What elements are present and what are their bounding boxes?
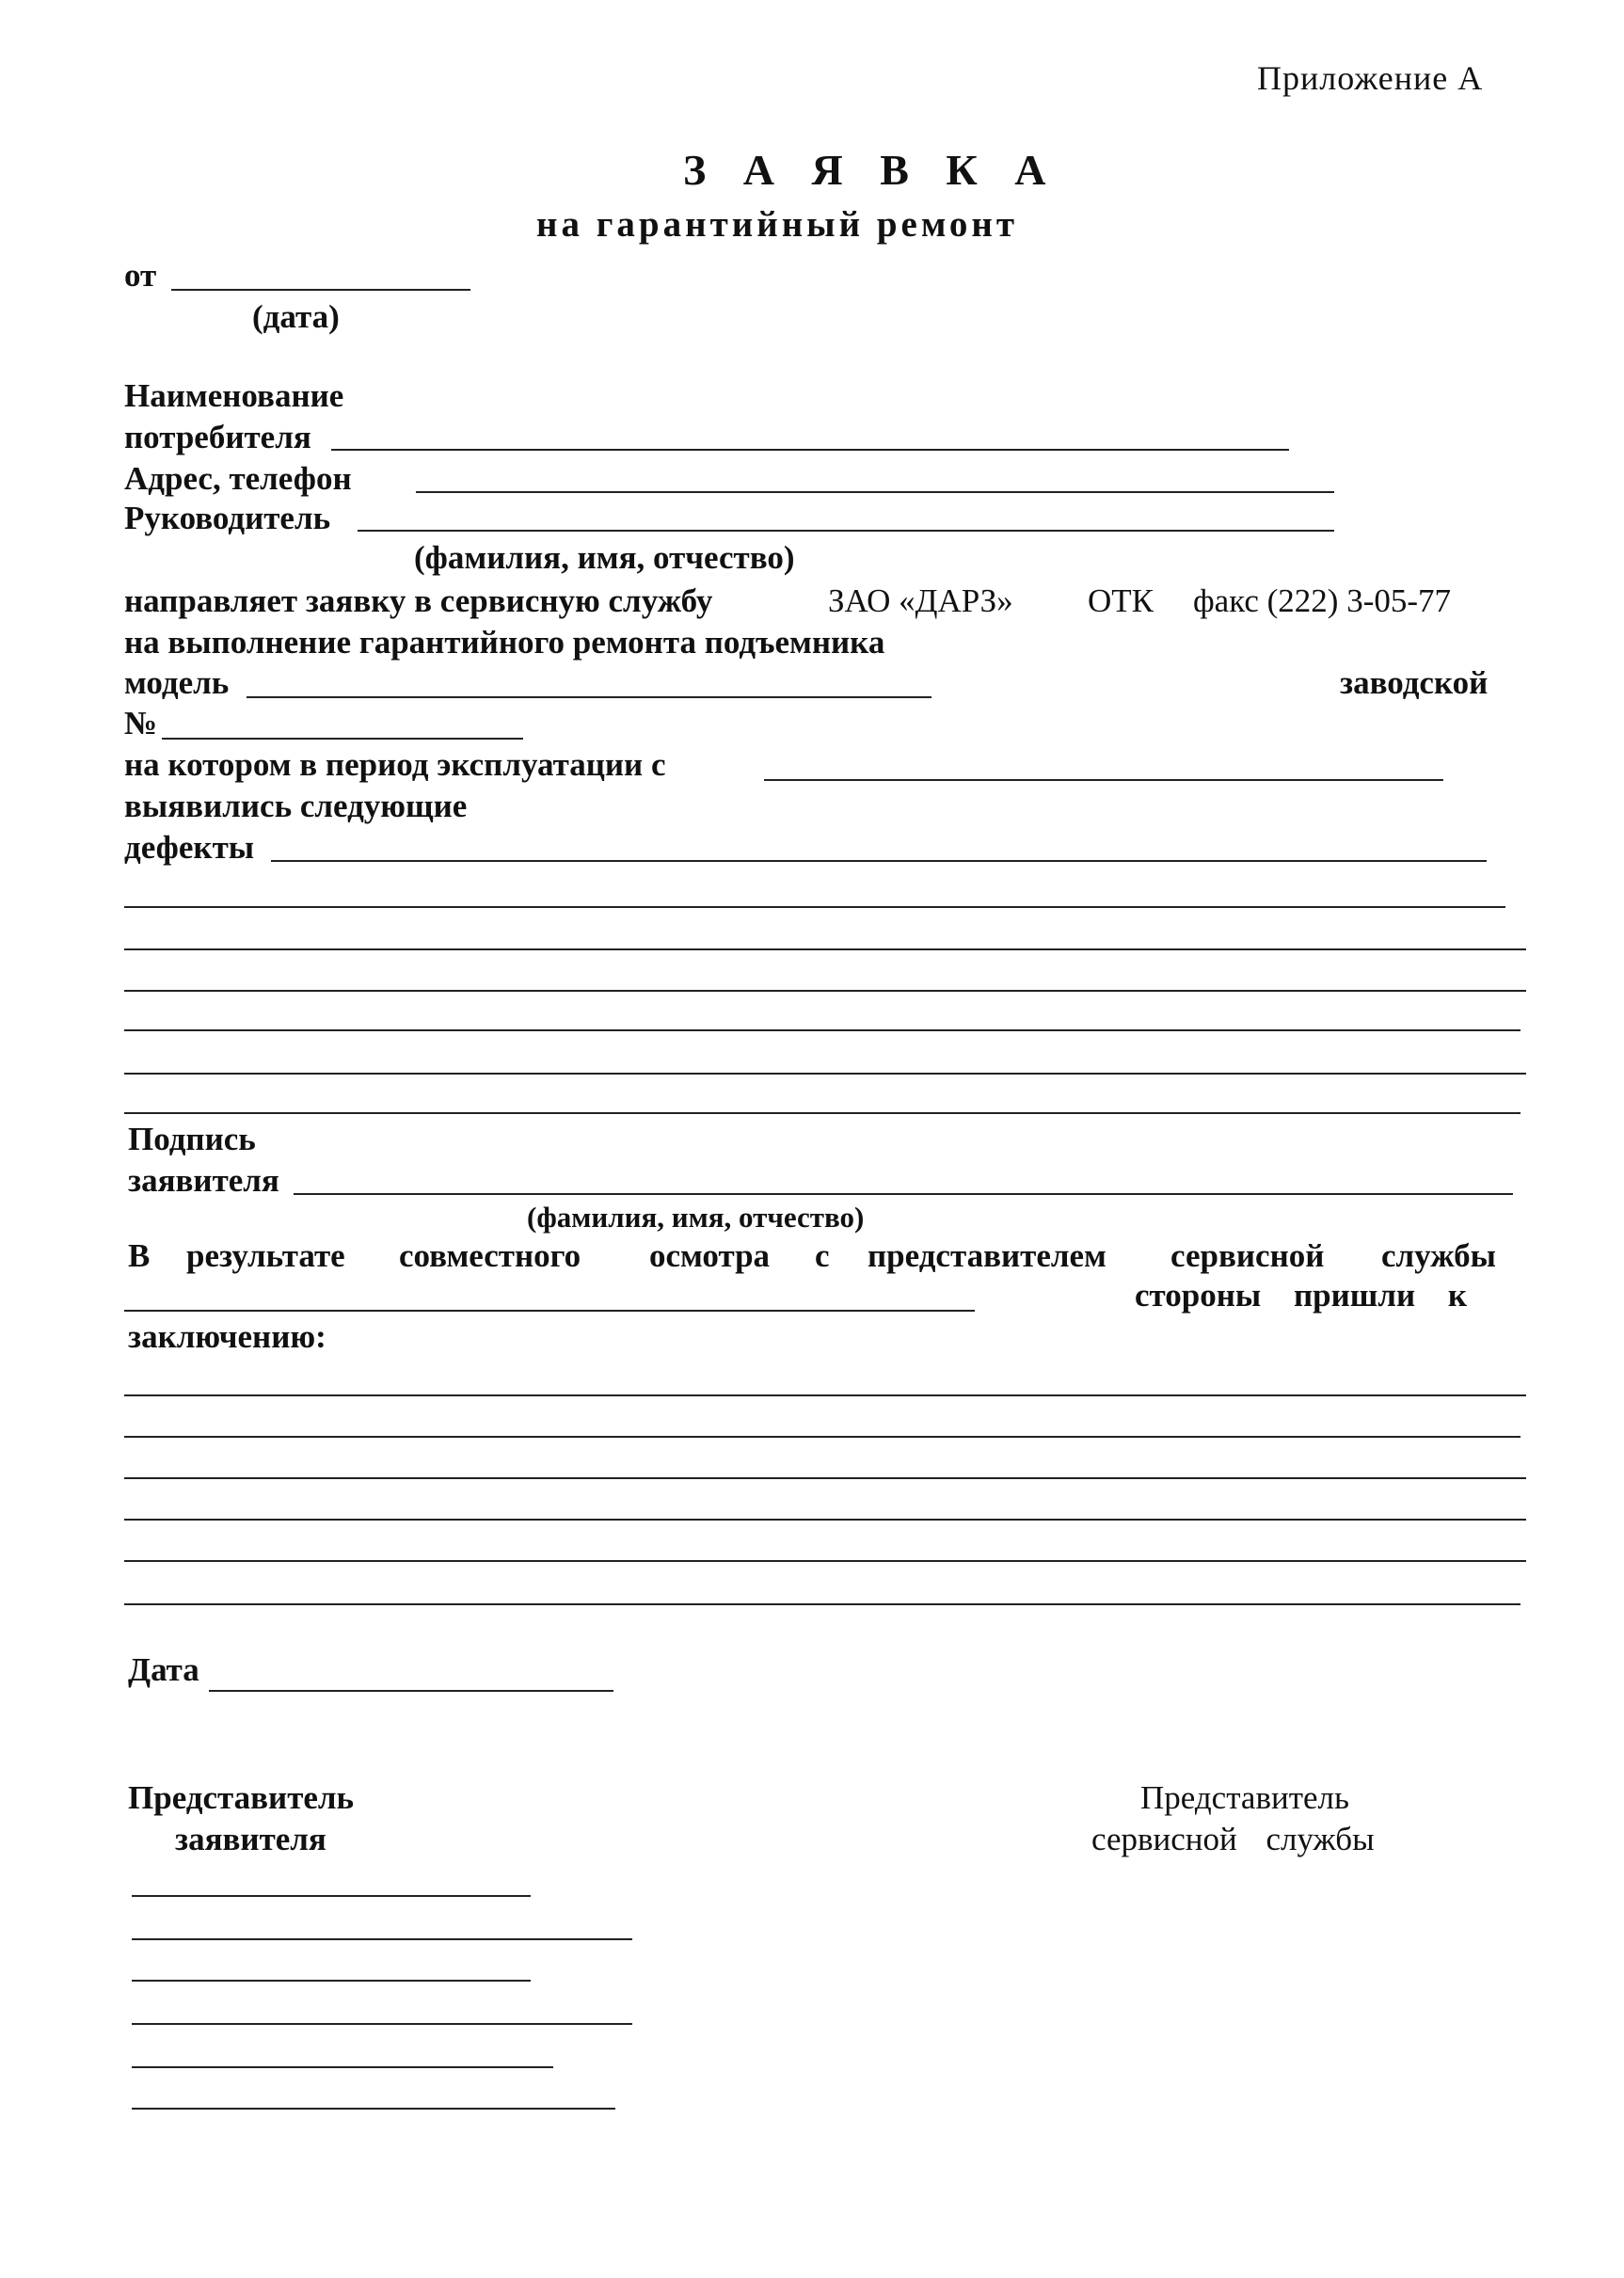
- inspection-word: совместного: [399, 1237, 581, 1274]
- request-text-part1: направляет заявку в сервисную службу: [124, 582, 713, 619]
- defects-line[interactable]: [124, 1029, 1521, 1031]
- defects-line[interactable]: [124, 1073, 1526, 1075]
- defects-line[interactable]: [124, 948, 1526, 950]
- applicant-signature-label-line2: заявителя: [128, 1162, 279, 1199]
- request-text-line2: на выполнение гарантийного ремонта подъемника: [124, 624, 885, 661]
- period-label: на котором в период эксплуатации с: [124, 746, 666, 783]
- applicant-signature-hint: (фамилия, имя, отчество): [527, 1201, 865, 1234]
- conclusion-line[interactable]: [124, 1560, 1526, 1562]
- serial-label: заводской: [1340, 664, 1489, 701]
- model-label: модель: [124, 664, 230, 701]
- applicant-rep-line1: Представитель: [128, 1779, 355, 1816]
- request-dept: ОТК: [1088, 582, 1154, 619]
- model-field[interactable]: [247, 696, 931, 698]
- request-company: ЗАО «ДАРЗ»: [828, 582, 1013, 619]
- inspection-word: службы: [1381, 1237, 1496, 1274]
- serial-number-field[interactable]: [162, 738, 523, 740]
- operation-period-field[interactable]: [764, 779, 1443, 781]
- inspection-word: осмотра: [649, 1237, 771, 1274]
- manager-hint: (фамилия, имя, отчество): [414, 539, 795, 576]
- date-from-prefix: от: [124, 257, 157, 294]
- applicant-rep-line2: заявителя: [175, 1821, 326, 1857]
- conclusion-line[interactable]: [124, 1603, 1521, 1605]
- conclusion-line[interactable]: [124, 1394, 1526, 1396]
- address-label: Адрес, телефон: [124, 460, 352, 497]
- inspection-word: сервисной: [1170, 1237, 1325, 1274]
- service-rep-line2: сервисной службы: [1091, 1821, 1375, 1857]
- inspection-line2: стороны пришли к: [1135, 1277, 1468, 1314]
- applicant-rep-signature-line[interactable]: [132, 2108, 615, 2110]
- defects-field[interactable]: [271, 860, 1487, 862]
- applicant-rep-signature-line[interactable]: [132, 1980, 531, 1982]
- defects-line[interactable]: [124, 990, 1526, 992]
- service-rep-line1: Представитель: [1140, 1779, 1349, 1816]
- conclusion-line[interactable]: [124, 1436, 1521, 1438]
- applicant-rep-signature-line[interactable]: [132, 1938, 632, 1940]
- appendix-label: Приложение А: [1257, 59, 1484, 97]
- date-field[interactable]: [209, 1690, 613, 1692]
- consumer-name-field[interactable]: [331, 449, 1289, 451]
- consumer-label-line2: потребителя: [124, 419, 311, 455]
- date-label: Дата: [128, 1651, 199, 1688]
- inspection-line3: заключению:: [128, 1318, 326, 1355]
- defects-line[interactable]: [124, 1112, 1521, 1114]
- applicant-signature-label-line1: Подпись: [128, 1121, 256, 1157]
- form-title: З А Я В К А: [683, 146, 1059, 194]
- form-subtitle: на гарантийный ремонт: [536, 204, 1019, 245]
- inspection-word: представителем: [868, 1237, 1107, 1274]
- consumer-label-line1: Наименование: [124, 377, 344, 414]
- manager-name-field[interactable]: [358, 530, 1334, 532]
- applicant-rep-signature-line[interactable]: [132, 2066, 553, 2068]
- inspection-word: результате: [186, 1237, 345, 1274]
- defects-label-line2: дефекты: [124, 829, 255, 866]
- serial-number-label: №: [124, 705, 158, 741]
- applicant-rep-signature-line[interactable]: [132, 2023, 632, 2025]
- defects-label-line1: выявились следующие: [124, 788, 468, 824]
- service-rep-name-field[interactable]: [124, 1310, 975, 1312]
- date-from-hint: (дата): [252, 298, 340, 335]
- applicant-rep-signature-line[interactable]: [132, 1895, 531, 1897]
- date-from-field[interactable]: [171, 289, 470, 291]
- inspection-word: В: [128, 1237, 151, 1274]
- address-phone-field[interactable]: [416, 491, 1334, 493]
- applicant-signature-field[interactable]: [294, 1193, 1513, 1195]
- request-fax: факс (222) 3-05-77: [1193, 582, 1452, 619]
- conclusion-line[interactable]: [124, 1519, 1526, 1521]
- inspection-word: с: [815, 1237, 830, 1274]
- defects-line[interactable]: [124, 906, 1505, 908]
- conclusion-line[interactable]: [124, 1477, 1526, 1479]
- manager-label: Руководитель: [124, 500, 331, 536]
